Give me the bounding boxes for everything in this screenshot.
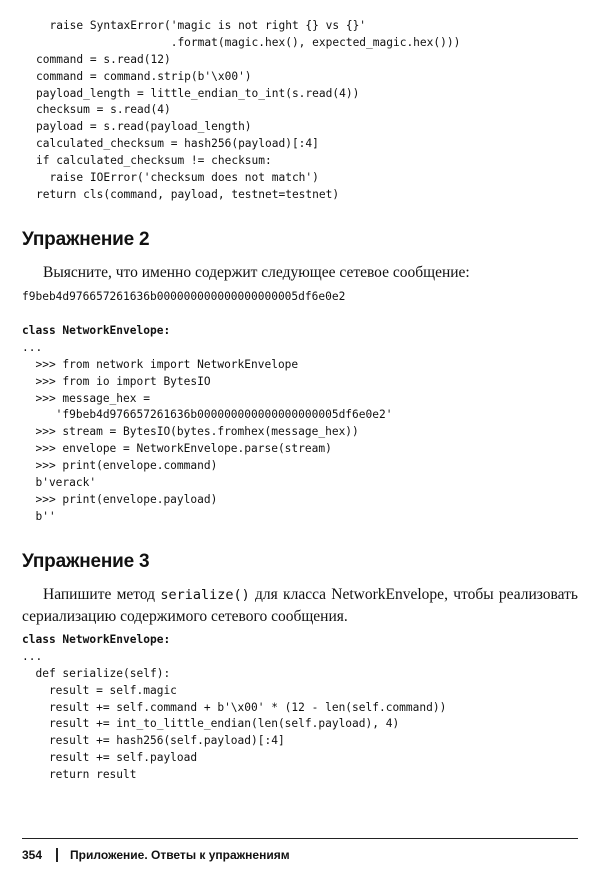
code-line: .format(magic.hex(), expected_magic.hex())) (36, 35, 461, 49)
code-line: if calculated_checksum != checksum: (36, 154, 272, 168)
code-line: calculated_checksum = hash256(payload)[:4] (36, 137, 319, 151)
code-line: b'' (22, 509, 56, 523)
code-block-exercise-3 (22, 632, 446, 784)
code-line: return cls(command, payload, testnet=testnet) (36, 187, 340, 201)
exercise-3-text-end: для класса NetworkEnvelope, чтобы реализовать сериализацию содержимого сетевого сообщения. (22, 586, 578, 625)
code-line: >>> from network import NetworkEnvelope (22, 357, 299, 371)
code-line: result += hash256(self.payload)[:4] (22, 734, 285, 748)
exercise-3-text-start: Напишите метод (43, 586, 161, 603)
page-footer (22, 848, 290, 862)
code-line: >>> envelope = NetworkEnvelope.parse(stream) (22, 442, 332, 456)
code-block-parse (36, 18, 460, 204)
code-line: result += self.command + b'\x00' * (12 - len(self.command)) (22, 700, 447, 714)
code-line: return result (22, 768, 137, 782)
exercise-3-heading: Упражнение 3 (22, 551, 150, 572)
code-line: >>> from io import BytesIO (22, 374, 211, 388)
code-line: payload_length = little_endian_to_int(s.read(4)) (36, 86, 360, 100)
code-line: >>> message_hex = (22, 391, 150, 405)
code-line: b'verack' (22, 476, 97, 490)
exercise-2-heading: Упражнение 2 (22, 229, 150, 250)
chapter-title: Приложение. Ответы к упражнениям (70, 848, 290, 862)
code-line: payload = s.read(payload_length) (36, 120, 252, 134)
code-line: >>> print(envelope.command) (22, 459, 218, 473)
code-line: raise SyntaxError('magic is not right {} vs {}' (36, 19, 367, 32)
code-line: class NetworkEnvelope: (22, 324, 171, 337)
code-line: ... (22, 340, 43, 354)
code-line: ... (22, 649, 43, 663)
exercise-2-hex-message: f9beb4d976657261636b000000000000000000005df6e0e2 (22, 290, 346, 303)
code-line: command = command.strip(b'\x00') (36, 69, 252, 83)
code-line: raise IOError('checksum does not match') (36, 171, 319, 185)
code-block-exercise-2 (22, 323, 392, 526)
code-line: def serialize(self): (22, 666, 171, 680)
code-line: >>> print(envelope.payload) (22, 492, 218, 506)
code-line: result += int_to_little_endian(len(self.payload), 4) (22, 717, 400, 731)
code-line: checksum = s.read(4) (36, 103, 171, 117)
footer-separator (56, 848, 58, 862)
exercise-3-text (22, 584, 578, 628)
code-line: result += self.payload (22, 751, 198, 765)
code-line: 'f9beb4d976657261636b000000000000000000005df6e0e2' (22, 408, 393, 422)
code-line: command = s.read(12) (36, 52, 171, 66)
serialize-method-name: serialize() (160, 587, 250, 603)
code-line: class NetworkEnvelope: (22, 633, 171, 646)
footer-divider (22, 838, 578, 839)
code-line: result = self.magic (22, 683, 177, 697)
page-number: 354 (22, 848, 43, 862)
code-line: >>> stream = BytesIO(bytes.fromhex(message_hex)) (22, 425, 359, 439)
exercise-2-text: Выясните, что именно содержит следующее сетевое сообщение: (43, 264, 470, 281)
